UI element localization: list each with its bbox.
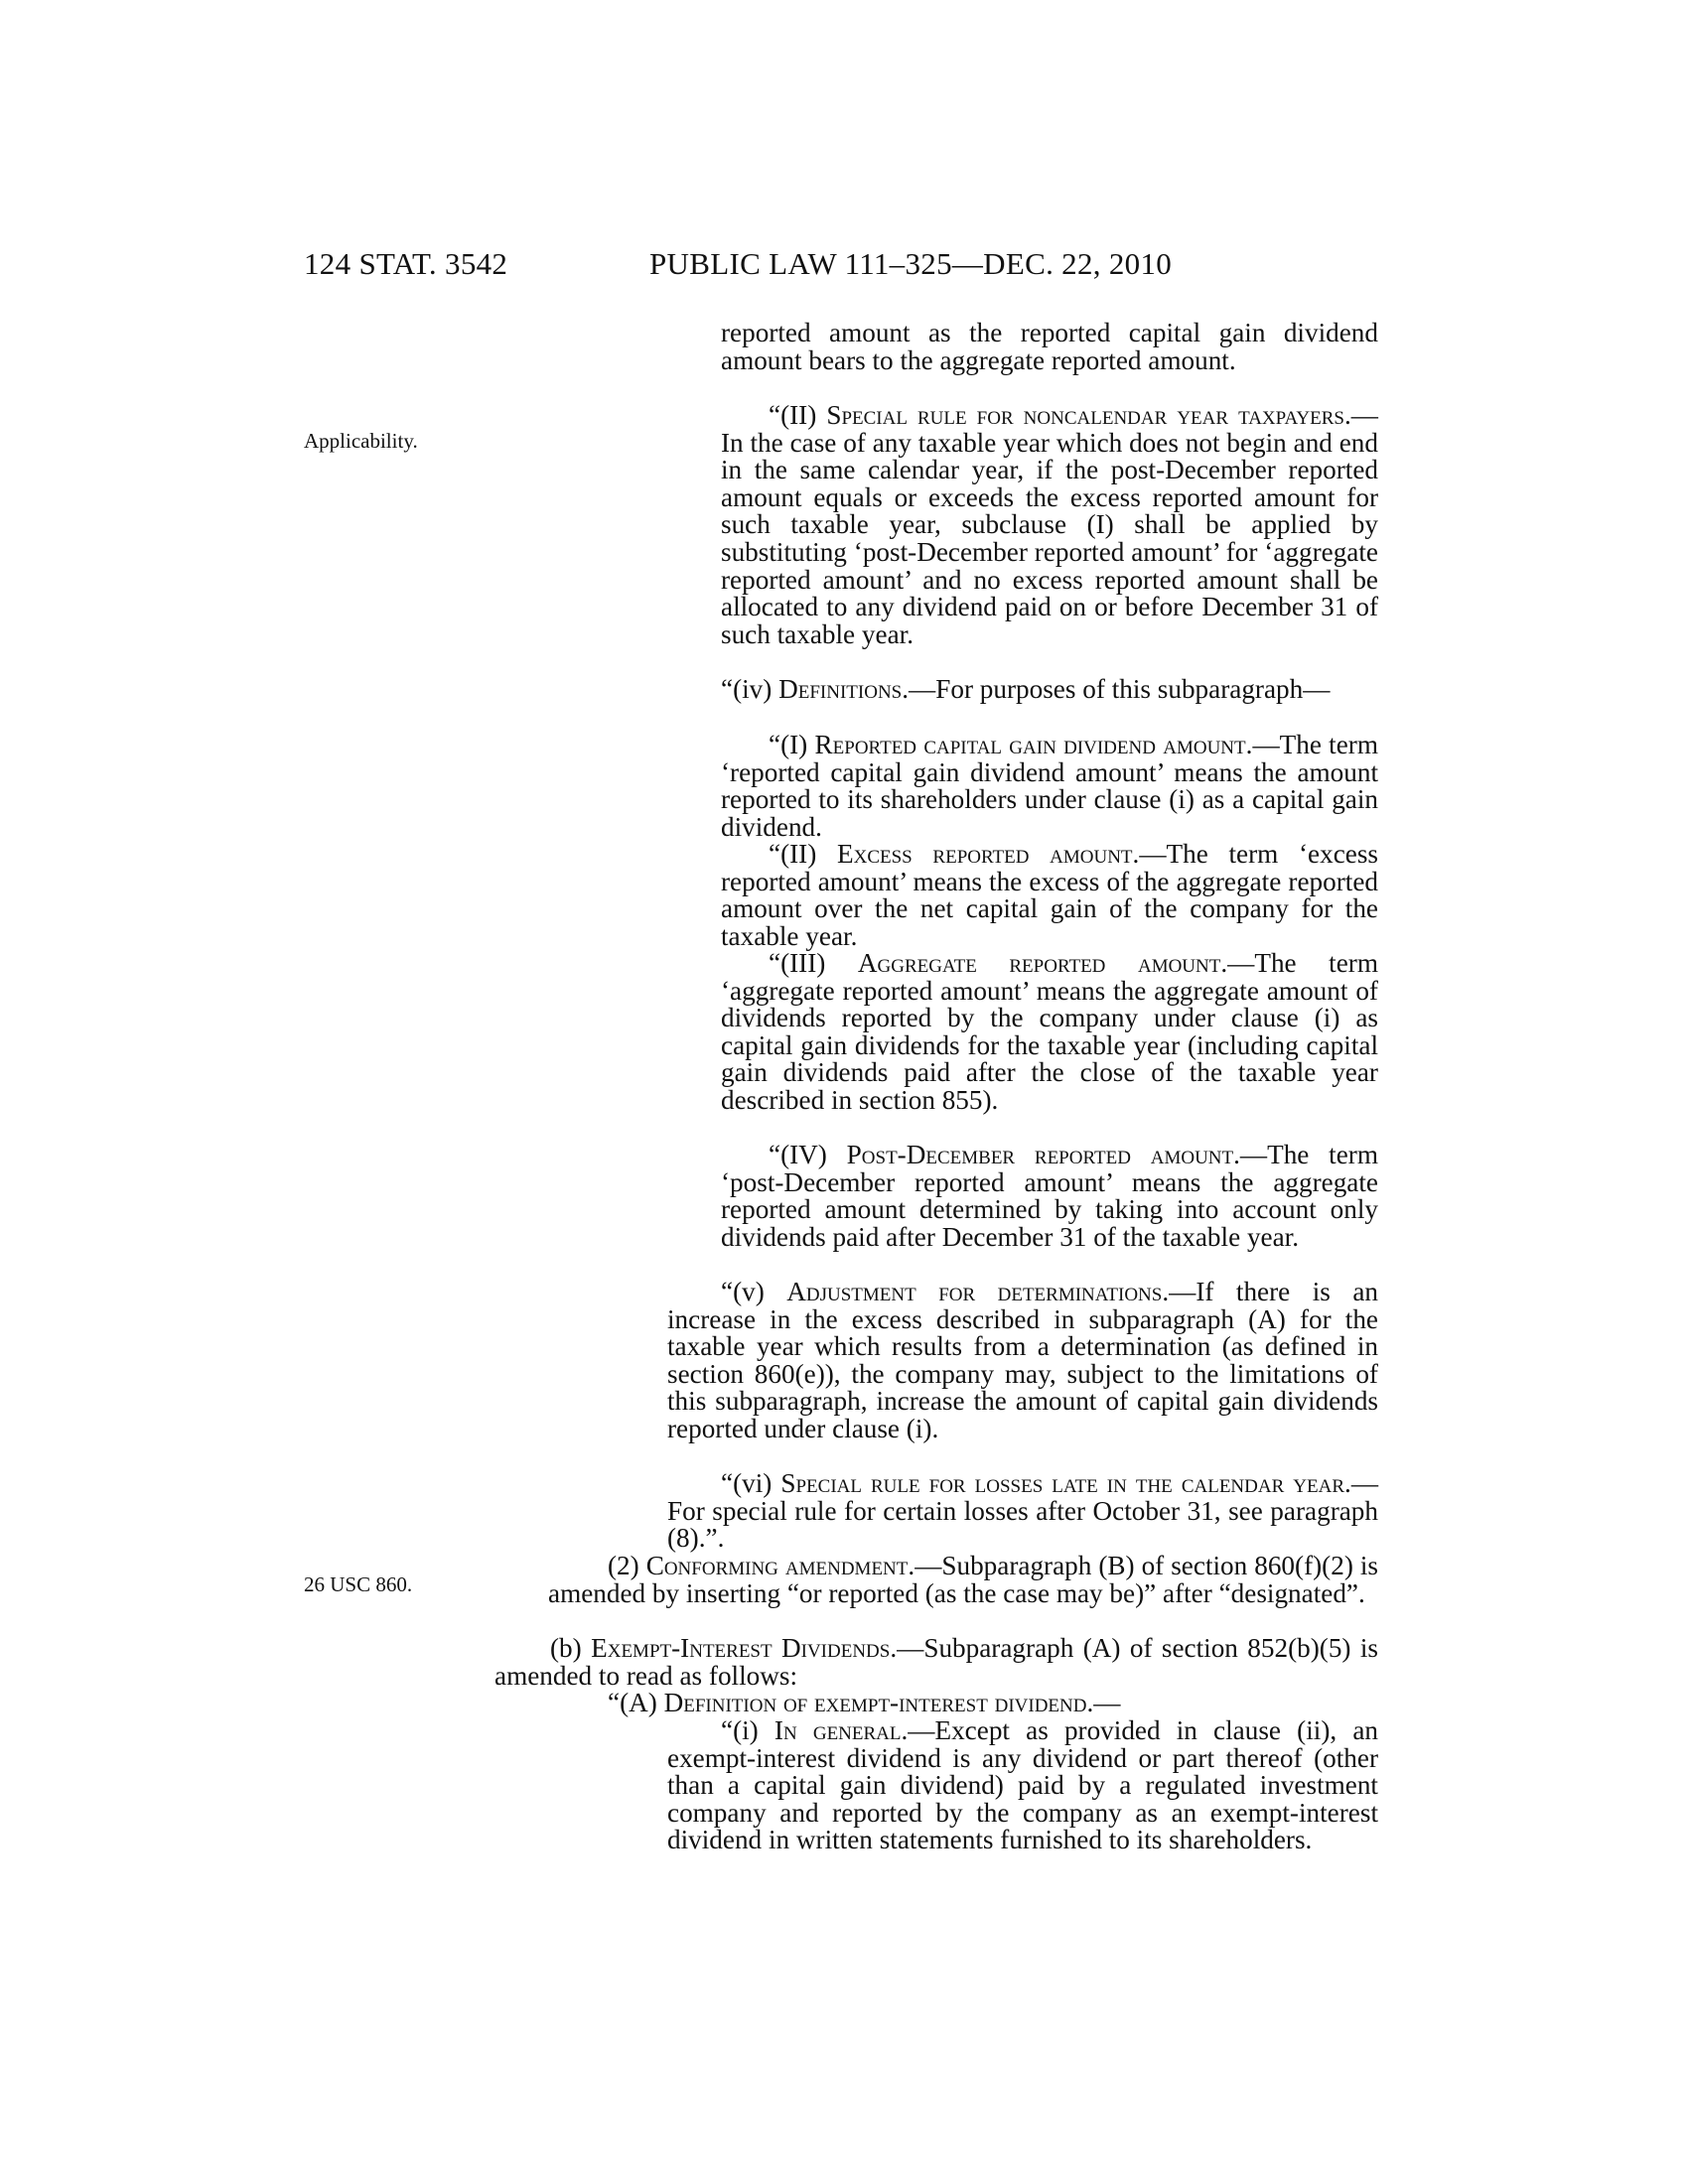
paragraph-text: —Subparagraph (B) of section 860(f)(2) is amended by inserting “or reported (as the case may be)” after “designated”.	[548, 1551, 1378, 1608]
paragraph-heading: Conforming amendment.	[645, 1551, 915, 1580]
subclause-number: “(I)	[769, 730, 815, 759]
subsection-text: —Subparagraph (A) of section 852(b)(5) is amended to read as follows:	[494, 1633, 1378, 1691]
subparagraph-heading: Definition of exempt-interest dividend.	[663, 1688, 1094, 1717]
page-stat-number: 124 STAT. 3542	[304, 246, 508, 281]
subsection-heading: Exempt-Interest Dividends.	[591, 1633, 898, 1663]
subclause-text: —The term ‘reported capital gain dividend amount’ means the amount reported to its shareholders under clause (i) as a capital gain dividend.	[721, 730, 1379, 842]
subparagraph-definition-heading	[608, 1690, 1378, 1717]
subclause-excess-reported-amount	[721, 841, 1378, 950]
clause-adjustment-for-determinations	[667, 1279, 1378, 1443]
subclause-heading: Post-December reported amount.	[846, 1140, 1240, 1169]
subclause-aggregate-reported-amount	[721, 950, 1378, 1115]
subclause-noncalendar-taxpayers	[721, 402, 1378, 648]
subclause-number: “(II)	[769, 839, 837, 869]
clause-heading: Special rule for losses late in the calendar year.	[780, 1468, 1351, 1498]
subclause-number: “(II)	[769, 400, 827, 430]
clause-heading: In general.	[774, 1715, 909, 1745]
subclause-heading: Aggregate reported amount.	[857, 948, 1228, 978]
subclause-number: “(IV)	[769, 1140, 847, 1169]
clause-text: —For special rule for certain losses after October 31, see paragraph (8).”.	[667, 1468, 1378, 1554]
clause-heading: Adjustment for determinations.	[786, 1277, 1170, 1306]
subclause-text: —The term ‘aggregate reported amount’ means the aggregate amount of dividends reported by the company under clause (i) as capital gain dividends for the taxable year (including capital gain dividends paid after the close of the taxable year described in section 855).	[721, 948, 1378, 1115]
subsection-exempt-interest-dividends	[494, 1635, 1378, 1690]
margin-note-usc-cite: 26 USC 860.	[304, 1572, 413, 1596]
subparagraph-text: —	[1093, 1688, 1121, 1717]
subclause-post-december-reported-amount	[721, 1142, 1378, 1251]
clause-text: —If there is an increase in the excess described in subparagraph (A) for the taxable year which results from a determination (as defined in section 860(e)), the company may, subject to the limitations of this subparagraph, increase the amount of capital gain dividends reported under clause (i).	[667, 1277, 1378, 1443]
clause-text: —For purposes of this subparagraph—	[909, 674, 1331, 704]
subclause-heading: Special rule for noncalendar year taxpayers.	[826, 400, 1351, 430]
clause-special-rule-late-losses	[667, 1470, 1378, 1553]
subclause-text: —In the case of any taxable year which does not begin and end in the same calendar year, if the post-December reported amount equals or exceeds the excess reported amount for such taxable year, subclause (I) shall be applied by substituting ‘post-December reported amount’ for ‘aggregate reported amount’ and no excess reported amount shall be allocated to any dividend paid on or before December 31 of such taxable year.	[721, 400, 1378, 649]
clause-number: “(iv)	[721, 674, 779, 704]
clause-number: “(v)	[721, 1277, 787, 1306]
running-header: PUBLIC LAW 111–325—DEC. 22, 2010	[649, 246, 1173, 281]
subclause-reported-capital-gain-dividend-amount	[721, 732, 1378, 841]
subclause-heading: Reported capital gain dividend amount.	[814, 730, 1253, 759]
paragraph-conforming-amendment	[548, 1553, 1378, 1607]
subparagraph-number: “(A)	[608, 1688, 664, 1717]
paragraph-continuation	[721, 320, 1378, 374]
subclause-number: “(III)	[769, 948, 858, 978]
clause-text: —Except as provided in clause (ii), an exempt-interest dividend is any dividend or part thereof (other than a capital gain dividend) paid by a regulated investment company and reported by the company as an exempt-interest dividend in written statements furnished to its shareholders.	[667, 1715, 1378, 1855]
clause-in-general	[667, 1717, 1378, 1854]
clause-definitions	[667, 676, 1378, 704]
clause-number: “(i)	[721, 1715, 774, 1745]
paragraph-number: (2)	[608, 1551, 646, 1580]
clause-heading: Definitions.	[778, 674, 910, 704]
paragraph-text: reported amount as the reported capital gain dividend amount bears to the aggregate reported amount.	[721, 318, 1378, 375]
clause-number: “(vi)	[721, 1468, 781, 1498]
subsection-number: (b)	[550, 1633, 592, 1663]
subclause-text: —The term ‘excess reported amount’ means the excess of the aggregate reported amount over the net capital gain of the company for the taxable year.	[721, 839, 1378, 951]
subclause-heading: Excess reported amount.	[836, 839, 1140, 869]
margin-note-applicability: Applicability.	[304, 429, 418, 453]
subclause-text: —The term ‘post-December reported amount’ means the aggregate reported amount determined by taking into account only dividends paid after December 31 of the taxable year.	[721, 1140, 1378, 1252]
